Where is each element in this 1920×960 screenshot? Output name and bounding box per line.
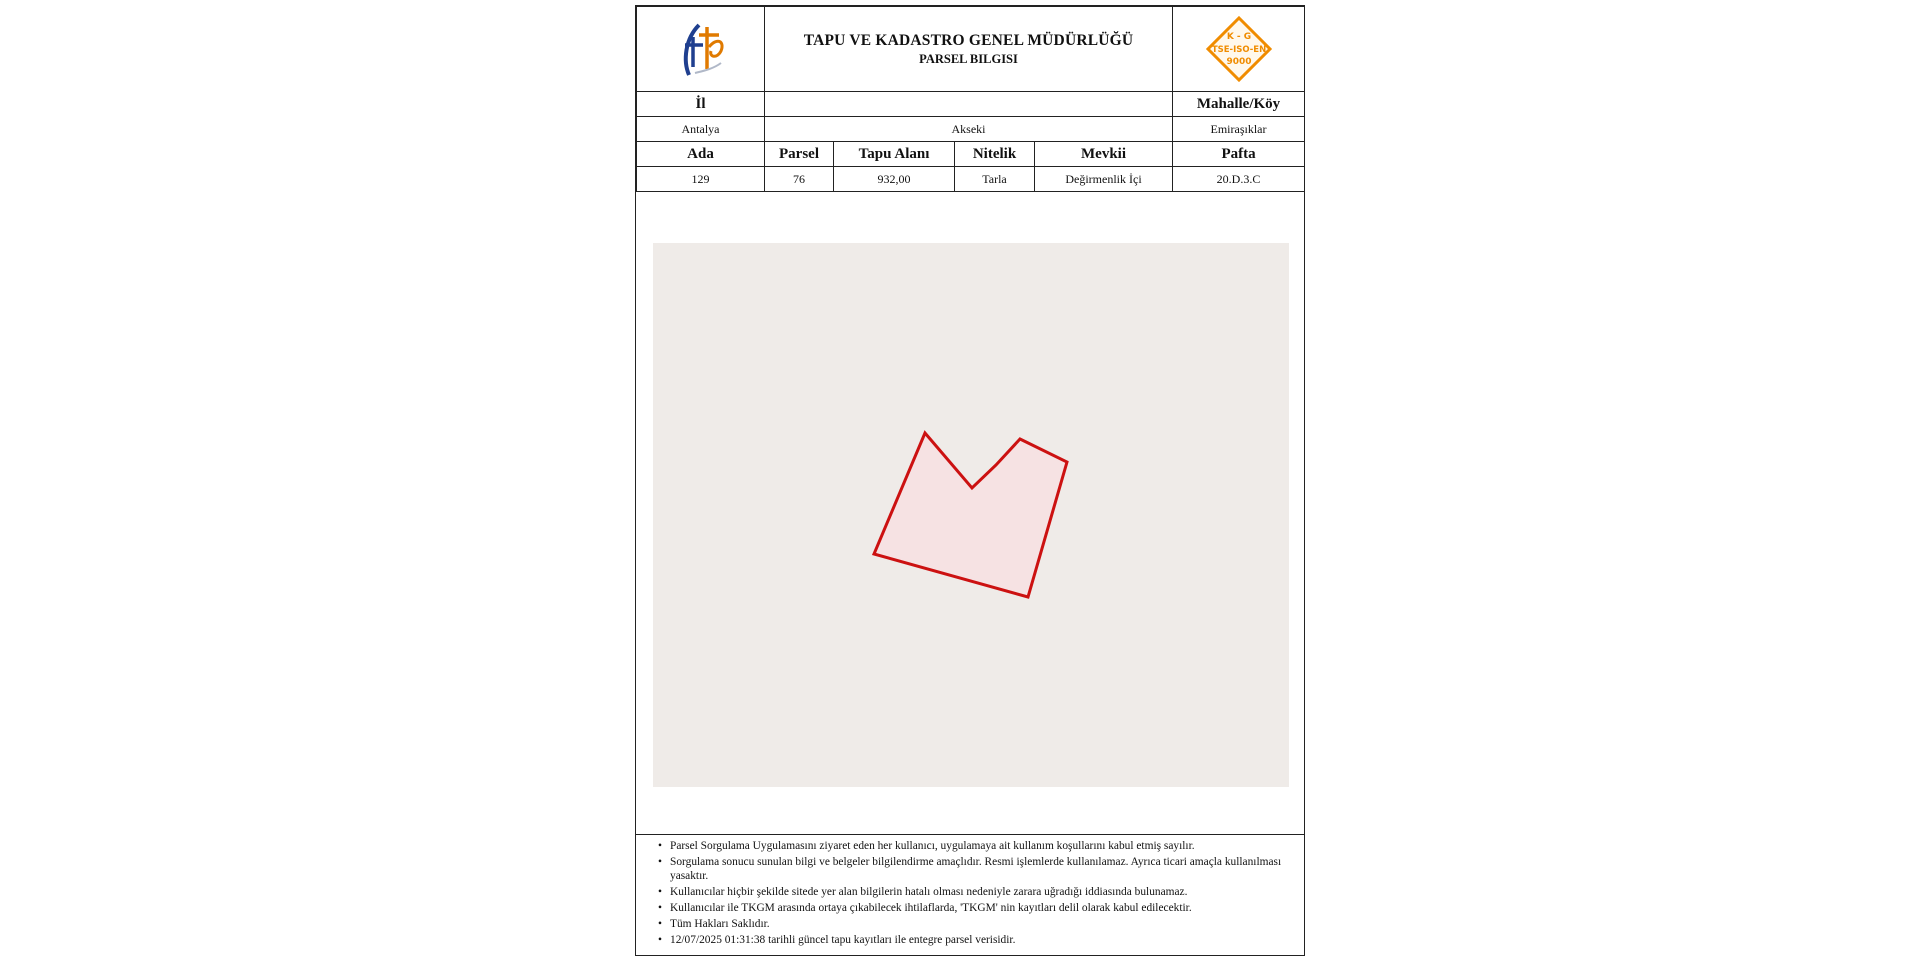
parsel-header: Parsel: [765, 142, 834, 167]
seal-line-3: 9000: [1225, 57, 1252, 67]
mevkii-value: Değirmenlik İçi: [1035, 167, 1173, 192]
parsel-value: 76: [765, 167, 834, 192]
il-label: İl: [637, 92, 765, 117]
tapu-alani-value: 932,00: [834, 167, 955, 192]
pafta-header: Pafta: [1173, 142, 1305, 167]
parcel-map[interactable]: [653, 243, 1289, 787]
parcel-polygon: [874, 433, 1067, 597]
note-item: • Sorgulama sonucu sunulan bilgi ve belgeler bilgilendirme amaçlıdır. Resmi işlemlerde kullanılamaz. Ayrıca ticari amaçla kullanılması yasaktır.: [670, 855, 1284, 883]
mevkii-header: Mevkii: [1035, 142, 1173, 167]
disclaimer-notes: [636, 834, 1304, 955]
title-cell: [765, 7, 1173, 92]
note-item: • Parsel Sorgulama Uygulamasını ziyaret eden her kullanıcı, uygulamaya ait kullanım koşullarını kabul etmiş sayılır.: [670, 839, 1284, 853]
ada-header: Ada: [637, 142, 765, 167]
ada-value: 129: [637, 167, 765, 192]
parcel-boundary: [653, 243, 1289, 787]
document-subtitle: PARSEL BILGISI: [919, 51, 1018, 66]
note-item: • Kullanıcılar ile TKGM arasında ortaya çıkabilecek ihtilaflarda, 'TKGM' nin kayıtları delil olarak kabul edilecektir.: [670, 901, 1284, 915]
tse-seal-icon: [1206, 16, 1272, 82]
tapu-alani-header: Tapu Alanı: [834, 142, 955, 167]
tkgm-logo-icon: [673, 17, 729, 77]
nitelik-value: Tarla: [955, 167, 1035, 192]
parcel-document: [635, 5, 1305, 956]
document-title: TAPU VE KADASTRO GENEL MÜDÜRLÜĞÜ: [803, 31, 1134, 49]
mahalle-label: Mahalle/Köy: [1173, 92, 1305, 117]
ilce-label-cell: [765, 92, 1173, 117]
header-table: [636, 6, 1305, 192]
seal-cell: [1173, 7, 1305, 92]
il-value: Antalya: [637, 117, 765, 142]
seal-line-2: TSE-ISO-EN: [1211, 45, 1266, 55]
logo-cell: [637, 7, 765, 92]
ilce-value: Akseki: [765, 117, 1173, 142]
note-item: • Kullanıcılar hiçbir şekilde sitede yer alan bilgilerin hatalı olması nedeniyle zarara uğradığı iddiasında bulunamaz.: [670, 885, 1284, 899]
mahalle-value: Emiraşıklar: [1173, 117, 1305, 142]
notes-list: [652, 839, 1284, 947]
note-item: • 12/07/2025 01:31:38 tarihli güncel tapu kayıtları ile entegre parsel verisidir.: [670, 933, 1284, 947]
nitelik-header: Nitelik: [955, 142, 1035, 167]
seal-line-1: K - G: [1226, 32, 1251, 42]
pafta-value: 20.D.3.C: [1173, 167, 1305, 192]
note-item: • Tüm Hakları Saklıdır.: [670, 917, 1284, 931]
